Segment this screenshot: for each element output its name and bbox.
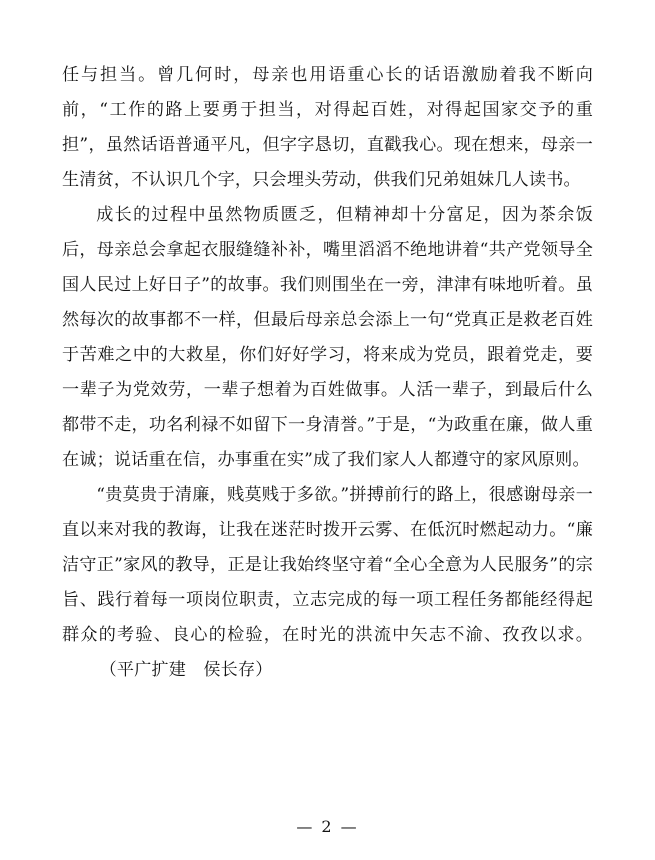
- paragraph-1: 任与担当。曾几何时，母亲也用语重心长的话语激励着我不断向前，“工作的路上要勇于担当，对得起百姓，对得起国家交予的重担”，虽然话语普通平凡，但字字恳切，直戳我心。现在想来，母亲一生清贫，不认识几个字，只会埋头劳动，供我们兄弟姐妹几人读书。: [62, 65, 593, 190]
- signature: （平广扩建 侯长存）: [99, 660, 273, 680]
- paragraph-2: 成长的过程中虽然物质匮乏，但精神却十分富足，因为茶余饭后，母亲总会拿起衣服缝缝补补，嘴里滔滔不绝地讲着“共产党领导全国人民过上好日子”的故事。我们则围坐在一旁，津津有味地听着。虽然每次的故事都不一样，但最后母亲总会添上一句“党真正是救老百姓于苦难之中的大救星，你们好好学习，将来成为党员，跟着党走，要一辈子为党效劳，一辈子想着为百姓做事。人活一辈子，到最后什么都带不走，功名利禄不如留下一身清誉。”于是，“为政重在廉，做人重在诚；说话重在信，办事重在实”成了我们家人人都遵守的家风原则。: [62, 205, 593, 470]
- document-body: [62, 58, 593, 688]
- page-number: — 2 —: [296, 817, 359, 836]
- paragraph-3-wrapper: [62, 478, 593, 688]
- paragraph-3: “贵莫贵于清廉，贱莫贱于多欲。”拼搏前行的路上，很感谢母亲一直以来对我的教诲，让我在迷茫时拨开云雾、在低沉时燃起动力。“廉洁守正”家风的教导，正是让我始终坚守着“全心全意为人民服务”的宗旨、践行着每一项岗位职责，立志完成的每一项工程任务都能经得起群众的考验、良心的检验，在时光的洪流中矢志不渝、孜孜以求。: [62, 485, 593, 645]
